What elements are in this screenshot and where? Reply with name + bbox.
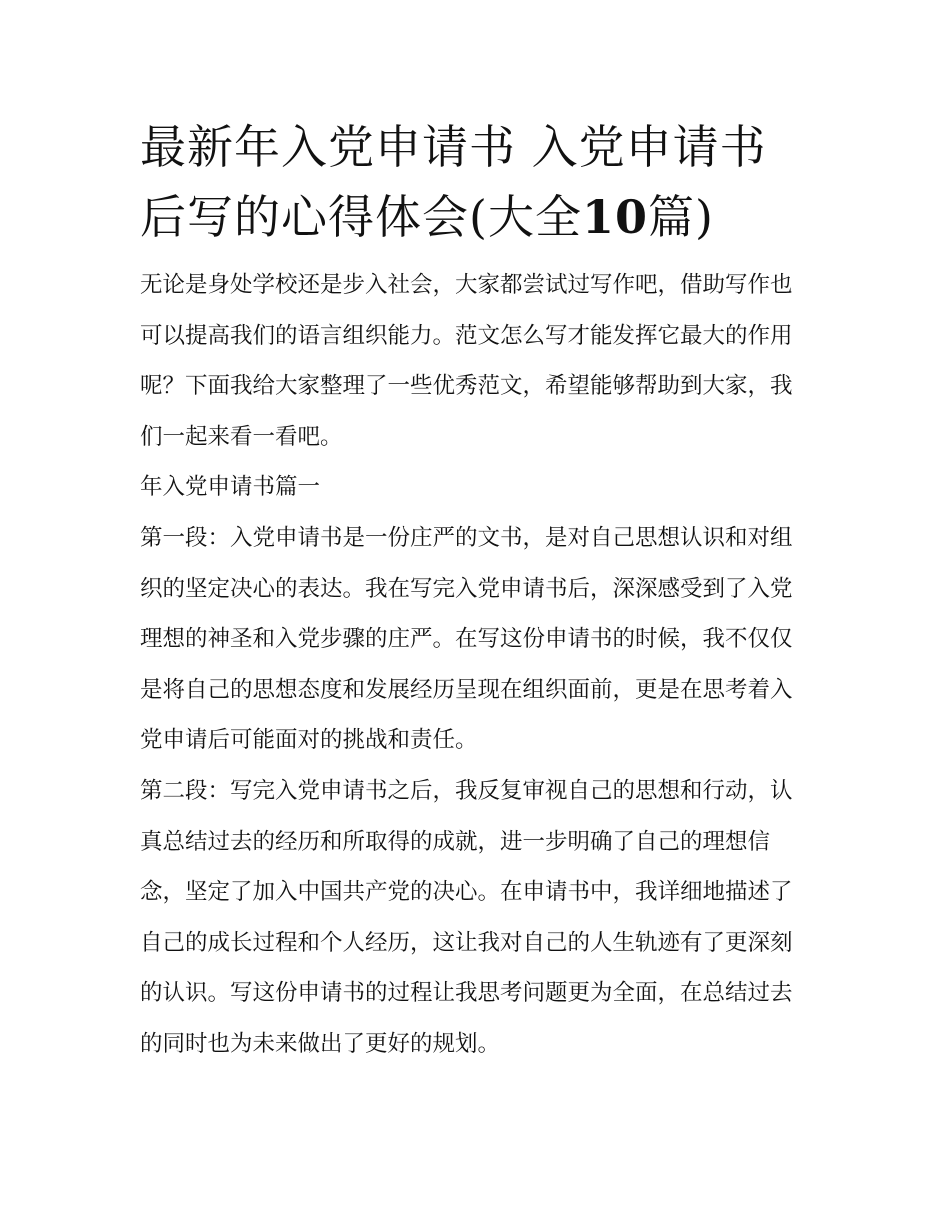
document-title [140,112,812,252]
title-text: 最新年入党申请书 入党申请书后写的心得体会(大全 [140,120,767,244]
section-heading: 年入党申请书篇一 [140,474,321,501]
paragraph-two: 第二段：写完入党申请书之后，我反复审视自己的思想和行动，认真总结过去的经历和所取得的成就，进一步明确了自己的理想信念，坚定了加入中国共产党的决心。在申请书中，我详细地描述了自己的成长过程和个人经历，这让我对自己的人生轨迹有了更深刻的认识。写这份申请书的过程让我思考问题更为全面，在总结过去的同时也为未来做出了更好的规划。 [140,777,793,1057]
paragraph-one: 第一段：入党申请书是一份庄严的文书，是对自己思想认识和对组织的坚定决心的表达。我在写完入党申请书后，深深感受到了入党理想的神圣和入党步骤的庄严。在写这份申请书的时候，我不仅仅是将自己的思想态度和发展经历呈现在组织面前，更是在思考着入党申请后可能面对的挑战和责任。 [140,524,793,754]
document-body [140,260,812,1070]
title-suffix: 篇) [647,190,714,244]
intro-paragraph: 无论是身处学校还是步入社会，大家都尝试过写作吧，借助写作也可以提高我们的语言组织能力。范文怎么写才能发挥它最大的作用呢？下面我给大家整理了一些优秀范文，希望能够帮助到大家，我们一起来看一看吧。 [140,272,793,450]
title-number: 10 [581,190,648,244]
document-content [140,112,812,1070]
